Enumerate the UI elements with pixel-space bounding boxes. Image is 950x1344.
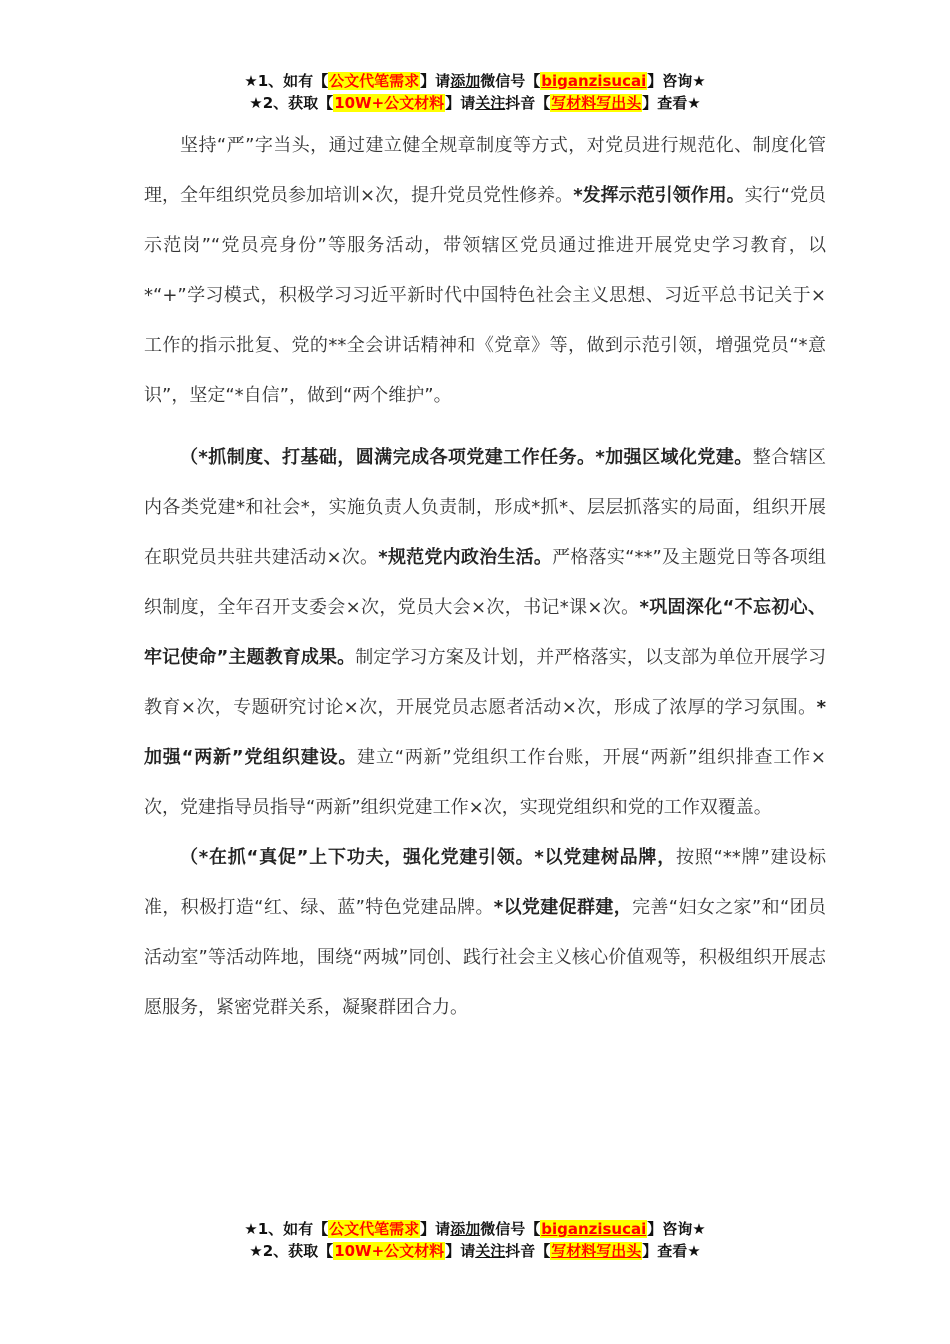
paragraph-3	[144, 833, 826, 1033]
paragraph-text: 实行“党员示范岗”“党员亮身份”等服务活动，带领辖区党员通过推进开展党史学习教育，以*“+”学习模式，积极学习习近平新时代中国特色社会主义思想、习近平总书记关于×工作的指示批复、党的**全会讲话精神和《党章》等，做到示范引领，增强党员“*意识”，坚定“*自信”，做到“两个维护”。	[144, 185, 826, 406]
paragraph-2	[144, 433, 826, 833]
banner-line-1	[0, 70, 950, 92]
bold-heading: *发挥示范引领作用。	[573, 185, 745, 206]
banner-text: 】请	[445, 1242, 476, 1260]
highlight-service: 公文代笔需求	[329, 1220, 420, 1238]
banner-line-2	[0, 1240, 950, 1262]
banner-text: 】咨询★	[647, 1220, 706, 1238]
banner-text: 】查看★	[642, 94, 701, 112]
wechat-id-link[interactable]: biganzisucai	[541, 1220, 647, 1238]
paragraph-1	[144, 121, 826, 421]
banner-text: 】请	[420, 72, 451, 90]
banner-underlined-text: 添加	[450, 1220, 481, 1238]
douyin-account-link[interactable]: 写材料写出头	[551, 94, 642, 112]
bold-heading: （*在抓“真促”上下功夫，强化党建引领。*以党建树品牌，	[180, 847, 676, 868]
banner-text: 微信号【	[480, 72, 541, 90]
highlight-service: 公文代笔需求	[329, 72, 420, 90]
banner-text: ★2、获取【	[249, 94, 334, 112]
banner-line-2	[0, 92, 950, 114]
top-banner	[0, 70, 950, 114]
paragraph-text: 严格落实“**”及主题党日等各项组织制度，全年召开支委会×次，党员大会×次，书记*课×次。	[144, 547, 826, 618]
paragraph-text: 完善“妇女之家”和“团员活动室”等活动阵地，围绕“两城”同创、践行社会主义核心价值观等，积极组织开展志愿服务，紧密党群关系，凝聚群团合力。	[144, 897, 826, 1018]
douyin-account-link[interactable]: 写材料写出头	[551, 1242, 642, 1260]
banner-underlined-text: 添加	[450, 72, 481, 90]
document-body	[144, 121, 826, 1033]
bottom-banner	[0, 1218, 950, 1262]
banner-text: 】查看★	[642, 1242, 701, 1260]
banner-text: ★1、如有【	[244, 72, 329, 90]
bold-heading: *规范党内政治生活。	[378, 547, 553, 568]
banner-line-1	[0, 1218, 950, 1240]
banner-text: 抖音【	[505, 1242, 551, 1260]
paragraph-text: 按照“**牌”建设标准，积极打造“红、绿、蓝”特色党建品牌。	[144, 847, 827, 918]
banner-text: 抖音【	[505, 94, 551, 112]
bold-heading: *巩固深化“不忘初心、牢记使命”主题教育成果。	[144, 597, 827, 668]
banner-text: ★1、如有【	[244, 1220, 329, 1238]
wechat-id-link[interactable]: biganzisucai	[541, 72, 647, 90]
banner-text: 】咨询★	[647, 72, 706, 90]
bold-heading: （*抓制度、打基础，圆满完成各项党建工作任务。*加强区域化党建。	[180, 447, 753, 468]
bold-heading: *加强“两新”党组织建设。	[144, 697, 826, 768]
paragraph-text: 制定学习方案及计划，并严格落实，以支部为单位开展学习教育×次，专题研究讨论×次，开展党员志愿者活动×次，形成了浓厚的学习氛围。	[144, 647, 826, 718]
banner-text: 微信号【	[480, 1220, 541, 1238]
paragraph-text: 建立“两新”党组织工作台账，开展“两新”组织排查工作×次，党建指导员指导“两新”组织党建工作×次，实现党组织和党的工作双覆盖。	[144, 747, 826, 818]
paragraph-text: 整合辖区内各类党建*和社会*，实施负责人负责制，形成*抓*、层层抓落实的局面，组织开展在职党员共驻共建活动×次。	[144, 447, 827, 568]
bold-heading: *以党建促群建，	[493, 897, 633, 918]
highlight-materials: 10W+公文材料	[334, 94, 445, 112]
banner-text: ★2、获取【	[249, 1242, 334, 1260]
paragraph-text: 坚持“严”字当头，通过建立健全规章制度等方式，对党员进行规范化、制度化管理，全年组织党员参加培训×次，提升党员党性修养。	[144, 135, 826, 206]
banner-underlined-text: 关注	[475, 94, 506, 112]
banner-text: 】请	[420, 1220, 451, 1238]
banner-underlined-text: 关注	[475, 1242, 506, 1260]
highlight-materials: 10W+公文材料	[334, 1242, 445, 1260]
banner-text: 】请	[445, 94, 476, 112]
